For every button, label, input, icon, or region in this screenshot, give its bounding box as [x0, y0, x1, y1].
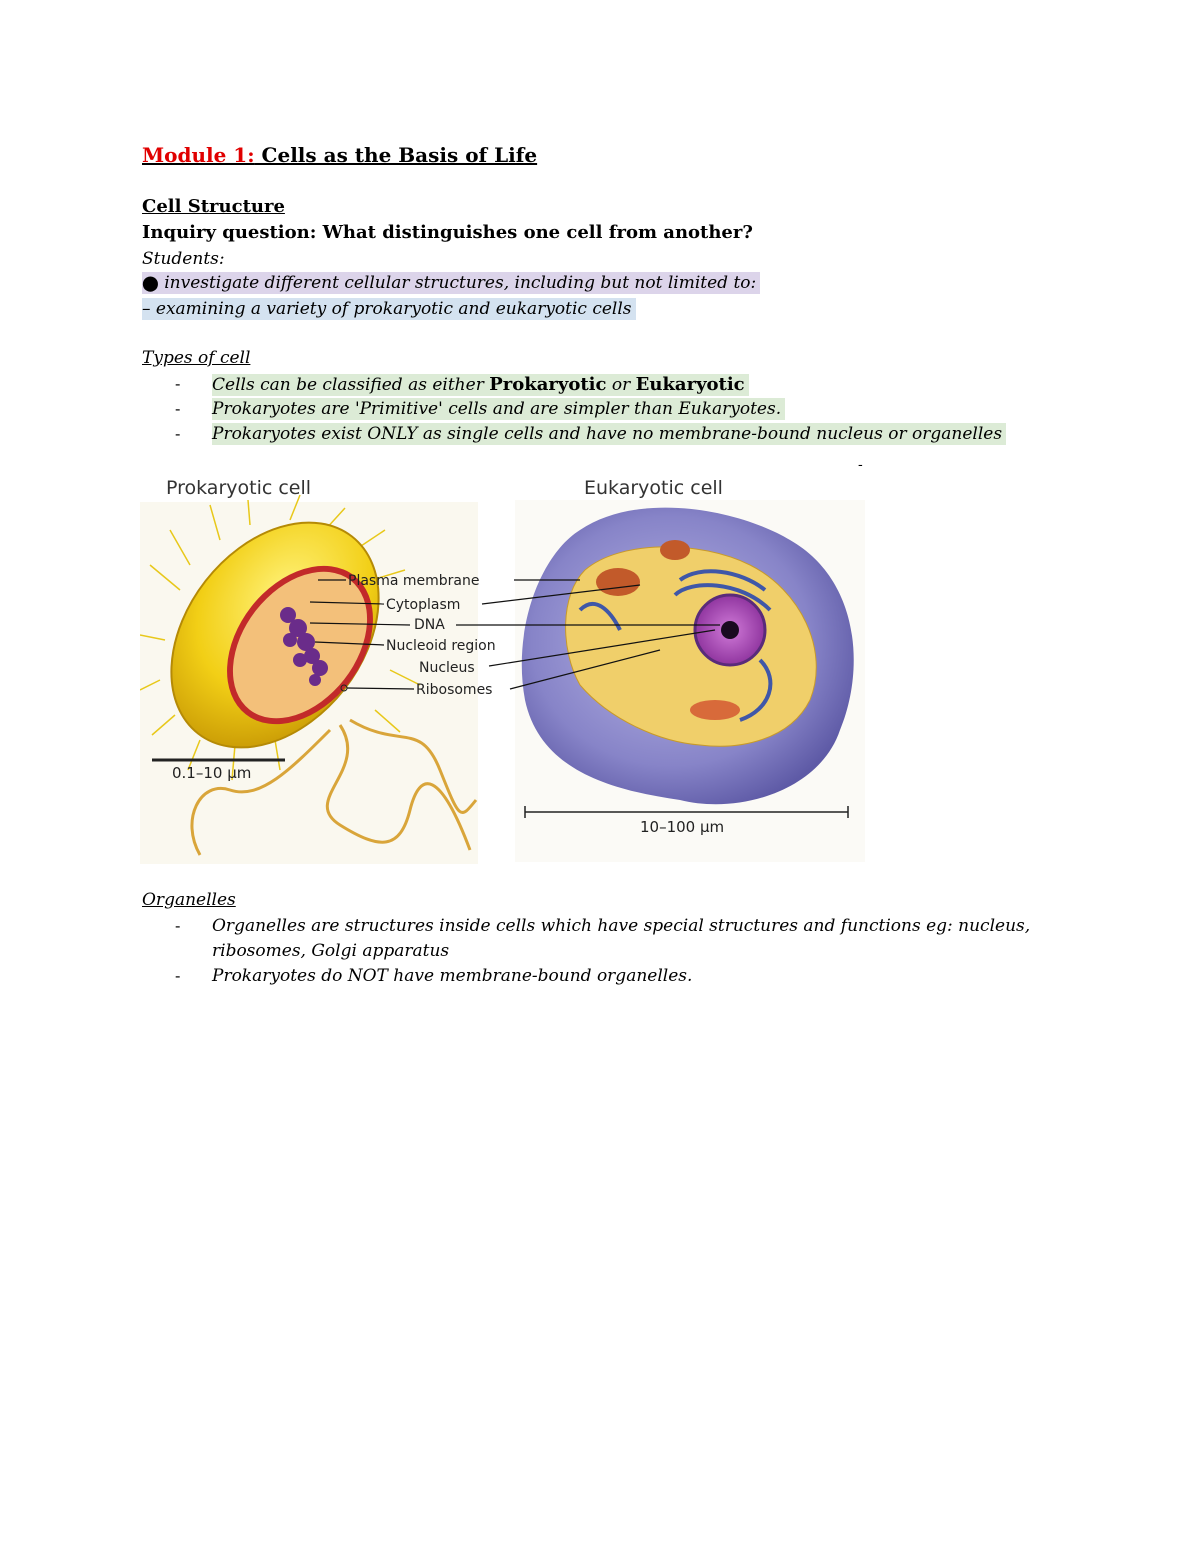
label-ribosomes: Ribosomes	[416, 682, 493, 698]
dash-marker: -	[175, 966, 181, 985]
prokaryotic-cell-title: Prokaryotic cell	[166, 477, 312, 499]
mitochondrion	[596, 568, 640, 596]
organelles-heading: Organelles	[142, 890, 236, 910]
module-number: Module 1:	[142, 143, 255, 167]
label-nucleoid-region: Nucleoid region	[386, 638, 496, 654]
golgi-apparatus	[690, 700, 740, 720]
outcome-sub-bullet: – examining a variety of prokaryotic and eukaryotic cells	[142, 299, 636, 319]
euk-scale-label: 10–100 μm	[640, 818, 725, 836]
page-title	[142, 143, 537, 167]
module-title: Cells as the Basis of Life	[254, 143, 538, 167]
list-item-continuation: ribosomes, Golgi apparatus	[212, 941, 450, 961]
students-label: Students:	[142, 249, 225, 269]
list-item: Organelles are structures inside cells which have special structures and functions eg: nucleus,	[212, 916, 1031, 936]
prok-scale-label: 0.1–10 μm	[172, 764, 252, 782]
dash-marker: -	[175, 424, 181, 443]
list-item: Prokaryotes exist ONLY as single cells and have no membrane-bound nucleus or organelles	[212, 424, 1006, 444]
inquiry-question: Inquiry question: What distinguishes one cell from another?	[142, 222, 753, 243]
label-plasma-membrane: Plasma membrane	[348, 573, 480, 589]
outcome-bullet	[142, 273, 760, 293]
label-dna: DNA	[414, 617, 445, 633]
types-of-cell-heading: Types of cell	[142, 348, 251, 368]
eukaryotic-cell-title: Eukaryotic cell	[584, 477, 723, 499]
bullet-icon: ⬤	[142, 274, 159, 292]
label-nucleus: Nucleus	[419, 660, 475, 676]
list-item: Prokaryotes do NOT have membrane-bound organelles.	[212, 966, 693, 986]
dash-marker: -	[175, 916, 181, 935]
nucleolus	[721, 621, 739, 639]
cell-structure-heading: Cell Structure	[142, 196, 285, 217]
list-item: Cells can be classified as either Prokaryotic or Eukaryotic	[212, 374, 749, 395]
dash-marker: -	[175, 374, 181, 393]
list-item: Prokaryotes are 'Primitive' cells and are simpler than Eukaryotes.	[212, 399, 785, 419]
dash-marker: -	[175, 399, 181, 418]
label-cytoplasm: Cytoplasm	[386, 597, 461, 613]
stray-mark: -	[858, 457, 863, 473]
cell-comparison-diagram	[140, 470, 870, 865]
mitochondrion	[660, 540, 690, 560]
outcome-text: investigate different cellular structures, including but not limited to:	[158, 273, 757, 293]
